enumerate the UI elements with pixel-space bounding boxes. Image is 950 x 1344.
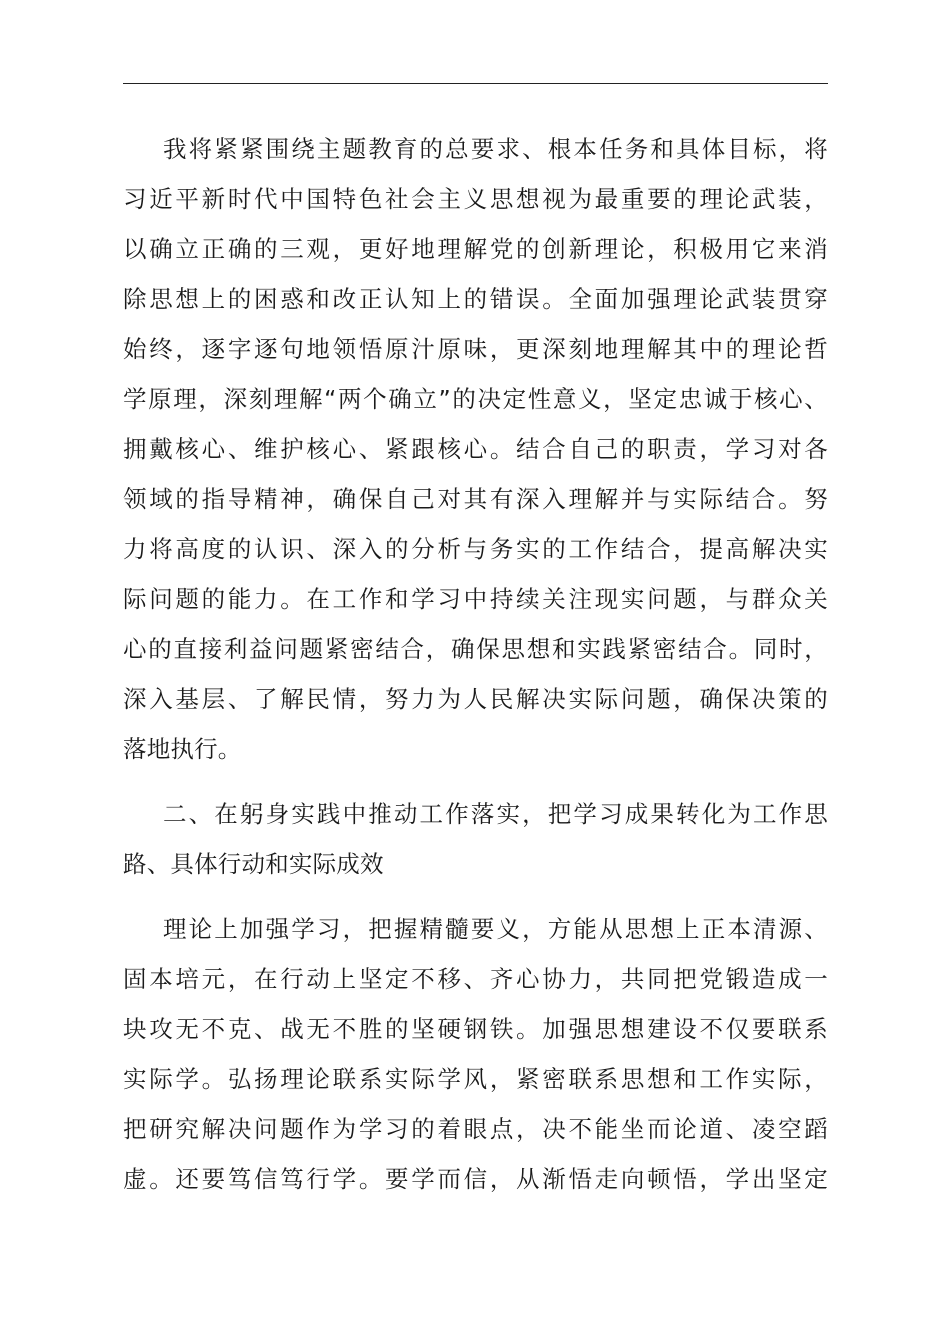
- paragraph-1-line: 力将高度的认识、深入的分析与务实的工作结合，提高解决实: [123, 535, 828, 563]
- section-heading-line: 二、在躬身实践中推动工作落实，把学习成果转化为工作思: [163, 800, 828, 828]
- paragraph-3-line: 把研究解决问题作为学习的着眼点，决不能坐而论道、凌空蹈: [123, 1115, 828, 1143]
- paragraph-3-line: 理论上加强学习，把握精髓要义，方能从思想上正本清源、: [163, 915, 828, 943]
- paragraph-1-line: 拥戴核心、维护核心、紧跟核心。结合自己的职责，学习对各: [123, 435, 828, 463]
- paragraph-1-line: 除思想上的困惑和改正认知上的错误。全面加强理论武装贯穿: [123, 285, 828, 313]
- paragraph-3-line: 虚。还要笃信笃行学。要学而信，从渐悟走向顿悟，学出坚定: [123, 1165, 828, 1193]
- header-rule: [123, 83, 828, 84]
- paragraph-1-line: 际问题的能力。在工作和学习中持续关注现实问题，与群众关: [123, 585, 828, 613]
- paragraph-1-line: 学原理，深刻理解“两个确立”的决定性意义，坚定忠诚于核心、: [123, 385, 828, 413]
- paragraph-3-line: 块攻无不克、战无不胜的坚硬钢铁。加强思想建设不仅要联系: [123, 1015, 828, 1043]
- paragraph-1-line: 始终，逐字逐句地领悟原汁原味，更深刻地理解其中的理论哲: [123, 335, 828, 363]
- paragraph-1-line: 深入基层、了解民情，努力为人民解决实际问题，确保决策的: [123, 685, 828, 713]
- paragraph-1-line: 落地执行。: [123, 735, 242, 763]
- paragraph-3-line: 实际学。弘扬理论联系实际学风，紧密联系思想和工作实际，: [123, 1065, 828, 1093]
- paragraph-1-line: 习近平新时代中国特色社会主义思想视为最重要的理论武装，: [123, 185, 828, 213]
- paragraph-1-line: 领域的指导精神，确保自己对其有深入理解并与实际结合。努: [123, 485, 828, 513]
- paragraph-1-line: 以确立正确的三观，更好地理解党的创新理论，积极用它来消: [123, 235, 828, 263]
- section-heading-line: 路、具体行动和实际成效: [123, 850, 384, 878]
- paragraph-1-line: 心的直接利益问题紧密结合，确保思想和实践紧密结合。同时，: [123, 635, 828, 663]
- paragraph-1-line: 我将紧紧围绕主题教育的总要求、根本任务和具体目标，将: [163, 135, 828, 163]
- paragraph-3-line: 固本培元，在行动上坚定不移、齐心协力，共同把党锻造成一: [123, 965, 828, 993]
